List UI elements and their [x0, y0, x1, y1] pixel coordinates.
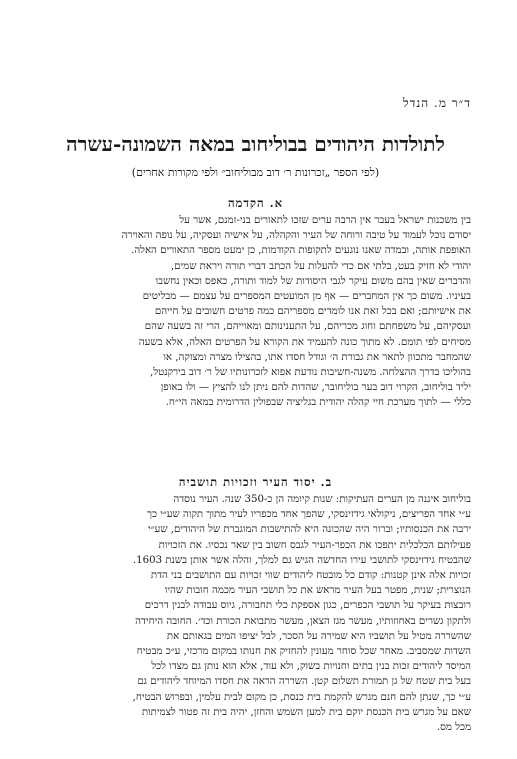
text-line: מכל מס. — [436, 722, 471, 734]
text-line: ועסקיהם, על משפחתם וחוג מכריהם, על התענינותם ומאוייהם, הרי זה בשעה שהם — [144, 321, 471, 333]
text-line: ירבה את הכנסותיו; וברור היה שהכונה היא להתישבות המוגברת של היהודים, שע״י — [148, 524, 471, 536]
text-line: בוליחוב איננה מן הערים העתיקות: שנות קיומה הן כ-350 שנה. העיר נוסדה — [173, 494, 471, 505]
article-title: לתולדות היהודים בבוליחוב במאה השמונה-עשרה — [66, 132, 445, 156]
text-line: כללי — לתוך מערכת חיי קהלה יהודית בגליציה שבפולין הדרומית במאה הי״ח. — [165, 397, 471, 409]
text-line: יליד בוליחוב, הקרוי דוב בער בוליחובר, שהדות להם ניתן לנו להציץ — ולו באופן — [160, 382, 471, 394]
text-line: בעל בית שטח של גן תמורת תשלום קטן. השררה הראה את חסדו המיוחד ליהודים גם — [137, 676, 471, 688]
text-line: ע״י כך, שנתן להם חנם מגרש להקמת בית כנסת, כן מקום לבית עלמין, ובפרוש הבטיח, — [132, 691, 471, 703]
author-name: ד״ר מ. הנדל — [403, 96, 471, 110]
text-line: יסודם נוכל לעמוד על טיבה ורוחה של העיר והקהלה, על אישיה ועסקיה, על נופה והאוירה — [121, 230, 471, 242]
text-line: בעיניו. משום כך אין המחברים — אף מן המועטים המספרים על עצמם — מבליטים — [142, 291, 471, 303]
article-subtitle: (לפי הספר „זכרונות ר׳ דוב מבוליחוב״ ולפי מקורות אחרים) — [131, 166, 380, 179]
section-body-introduction — [40, 213, 471, 411]
section-body-founding — [40, 492, 471, 735]
text-line: המיסד ליהודים זכות בנין בתים וחנויות בשוק, ולא עוד, אלא הוא נותן גם מצדו לכל — [151, 661, 471, 673]
text-line: ולתקון גשרים באחוזותיו, מעשר מגז הצאן, מעשר מתבואת הכורת וכד׳. החובה היחידה — [135, 615, 471, 627]
text-line: שאם על מגרש בית הכנסת יוקם בית למען השמש והחזן, יהיה בית זה פטור לצמיתות — [141, 706, 471, 718]
text-line: מסיחים לפי תומם. לא מתוך כונה להעמיד את הקורא על הפרטים האלה, אלא בשעה — [138, 336, 471, 348]
section-heading-founding: ב. יסוד העיר וזכויות תושביה — [178, 475, 333, 489]
text-line: יהודי לא חזיק בעט, בלתי אם כדי להעלות על הכתב דברי תורה ויראת שמים, — [170, 260, 471, 272]
text-line: השדות שמסביב. מאחר שכל סוחר מעונין להחזיק את חנותו במקום מרכזי, ע״כ מבטיח — [136, 646, 471, 658]
text-line: והדברים שאין בהם משום עיקר לגבי היסודות של למוד ותורה, כאפס וכאין נחשבו — [155, 275, 471, 287]
text-line: שהמחבר מתכוון לתאר את גבורת ה׳ וגודל חסדו אתו, בהצילו מצרה ומצוקה, או — [163, 351, 471, 363]
text-line: זכויות אלה אינן קטנות: קודם כל מובטח ליהודים שווי זכויות עם התושבים בני הדת — [150, 570, 471, 582]
text-line: האופפת אותה, ובמדה שאנו נוגעים לתקופות הקודמות, כן ימעט מספר התאורים האלה. — [131, 245, 471, 257]
text-line: רובצות בעיקר על תושבי הכפרים, כגון אספקת כלי תחבורה, גיוס עבודה לבנין דרכים — [144, 600, 471, 612]
text-line: שהשררה מטיל על תושביו היא שמירה על הסכר, לבל יציפו המים בגאותם את — [166, 630, 471, 642]
text-line: הנוצרית; שנית, מפטר בעל העיר מראש את כל תושבי העיר מכמה חובות שהיו — [164, 585, 471, 597]
text-line: את אישיותם; ואם בכל זאת אנו לומדים מספריהם כמה פרטים חשובים על חייהם — [154, 306, 471, 318]
text-line: בהוליכו בדרך ההצלחה. משנה-חשיבות נודעת אפוא לזכרונותיו של ר׳ דוב בירקנטל, — [150, 367, 471, 379]
text-line: בין משכנות ישראל בעבר אין הרבה ערים שזכו לתאורים בני-זמנם, אשר על — [179, 215, 471, 226]
text-line: ע״י אחד הפריצים, ניקולאי גידזינסקי, שהפך אחד מכפריו לעיר מתוך תקוה שע״י כך — [147, 509, 471, 521]
section-heading-introduction: א. הקדמה — [227, 196, 284, 210]
text-line: שהבטיח גידזינסקי לתושבי עירו החדשה הגיש גם למלך, והלה אשר אותן בשנת 1603. — [132, 554, 471, 566]
text-line: פעילותם הכלכלית יתפכו את הכפר-העיר לגבס חשוב בין שאר נכסיו. את הזכויות — [158, 539, 471, 551]
